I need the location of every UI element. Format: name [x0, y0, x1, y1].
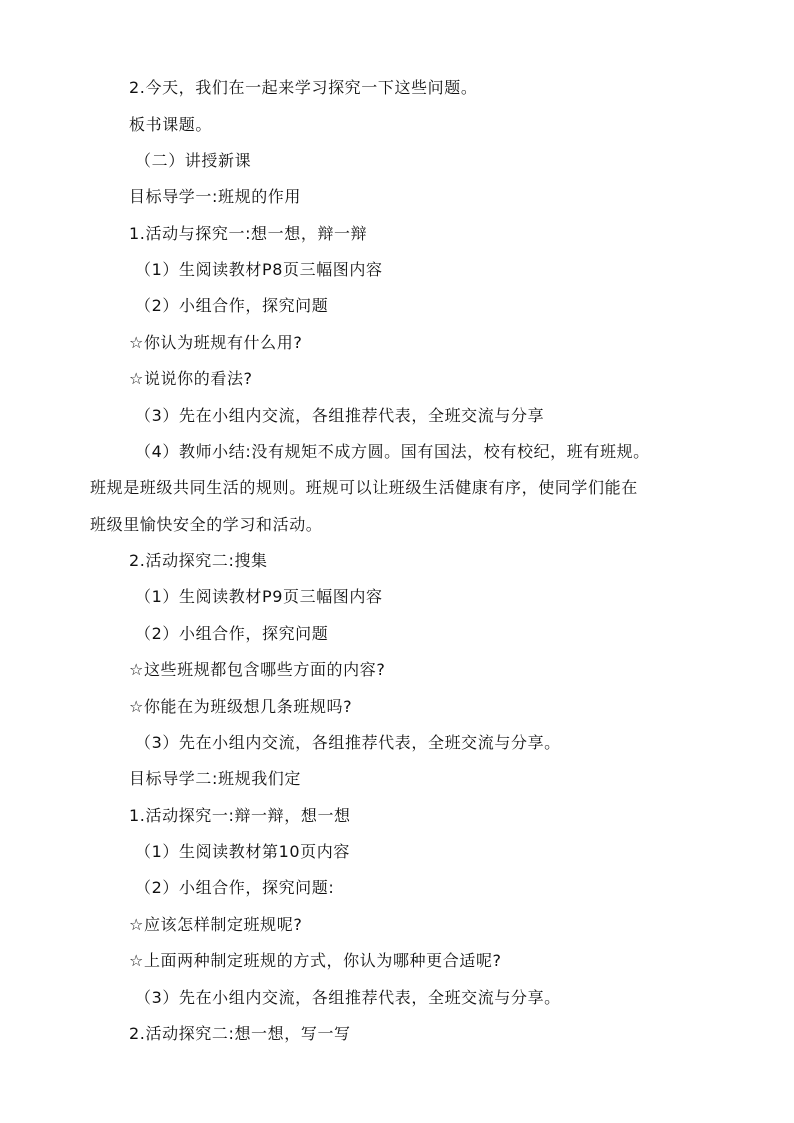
text-line: 板书课题。 — [129, 115, 213, 134]
text-line: （1）生阅读教材P8页三幅图内容 — [135, 260, 383, 279]
goal-heading: 目标导学二:班规我们定 — [129, 769, 301, 788]
activity-heading: 1.活动与探究一:想一想，辩一辩 — [129, 224, 368, 243]
text-line: （2）小组合作，探究问题 — [135, 296, 329, 315]
question-item: ☆说说你的看法? — [129, 369, 253, 388]
activity-heading: 1.活动探究一:辩一辩，想一想 — [129, 806, 351, 825]
activity-heading: 2.活动探究二:搜集 — [129, 551, 268, 570]
text-line: （1）生阅读教材P9页三幅图内容 — [135, 587, 383, 606]
question-item: ☆你能在为班级想几条班规吗? — [129, 697, 353, 716]
text-line: （3）先在小组内交流，各组推荐代表，全班交流与分享 — [135, 406, 545, 425]
activity-heading: 2.活动探究二:想一想，写一写 — [129, 1024, 351, 1043]
text-line: （3）先在小组内交流，各组推荐代表，全班交流与分享。 — [135, 733, 561, 752]
text-line: 班级里愉快安全的学习和活动。 — [90, 515, 323, 534]
section-heading: （二）讲授新课 — [135, 151, 252, 170]
text-line: （1）生阅读教材第10页内容 — [135, 842, 350, 861]
text-line: 2.今天，我们在一起来学习探究一下这些问题。 — [129, 78, 478, 97]
text-line: （3）先在小组内交流，各组推荐代表，全班交流与分享。 — [135, 988, 561, 1007]
text-line: （4）教师小结:没有规矩不成方圆。国有国法，校有校纪，班有班规。 — [135, 442, 650, 461]
text-line: 班规是班级共同生活的规则。班规可以让班级生活健康有序，使同学们能在 — [90, 478, 638, 497]
text-line: （2）小组合作，探究问题 — [135, 624, 329, 643]
question-item: ☆这些班规都包含哪些方面的内容? — [129, 660, 386, 679]
question-item: ☆上面两种制定班规的方式，你认为哪种更合适呢? — [129, 951, 502, 970]
question-item: ☆你认为班规有什么用? — [129, 333, 303, 352]
text-line: （2）小组合作，探究问题: — [135, 878, 335, 897]
goal-heading: 目标导学一:班规的作用 — [129, 187, 301, 206]
question-item: ☆应该怎样制定班规呢? — [129, 915, 303, 934]
